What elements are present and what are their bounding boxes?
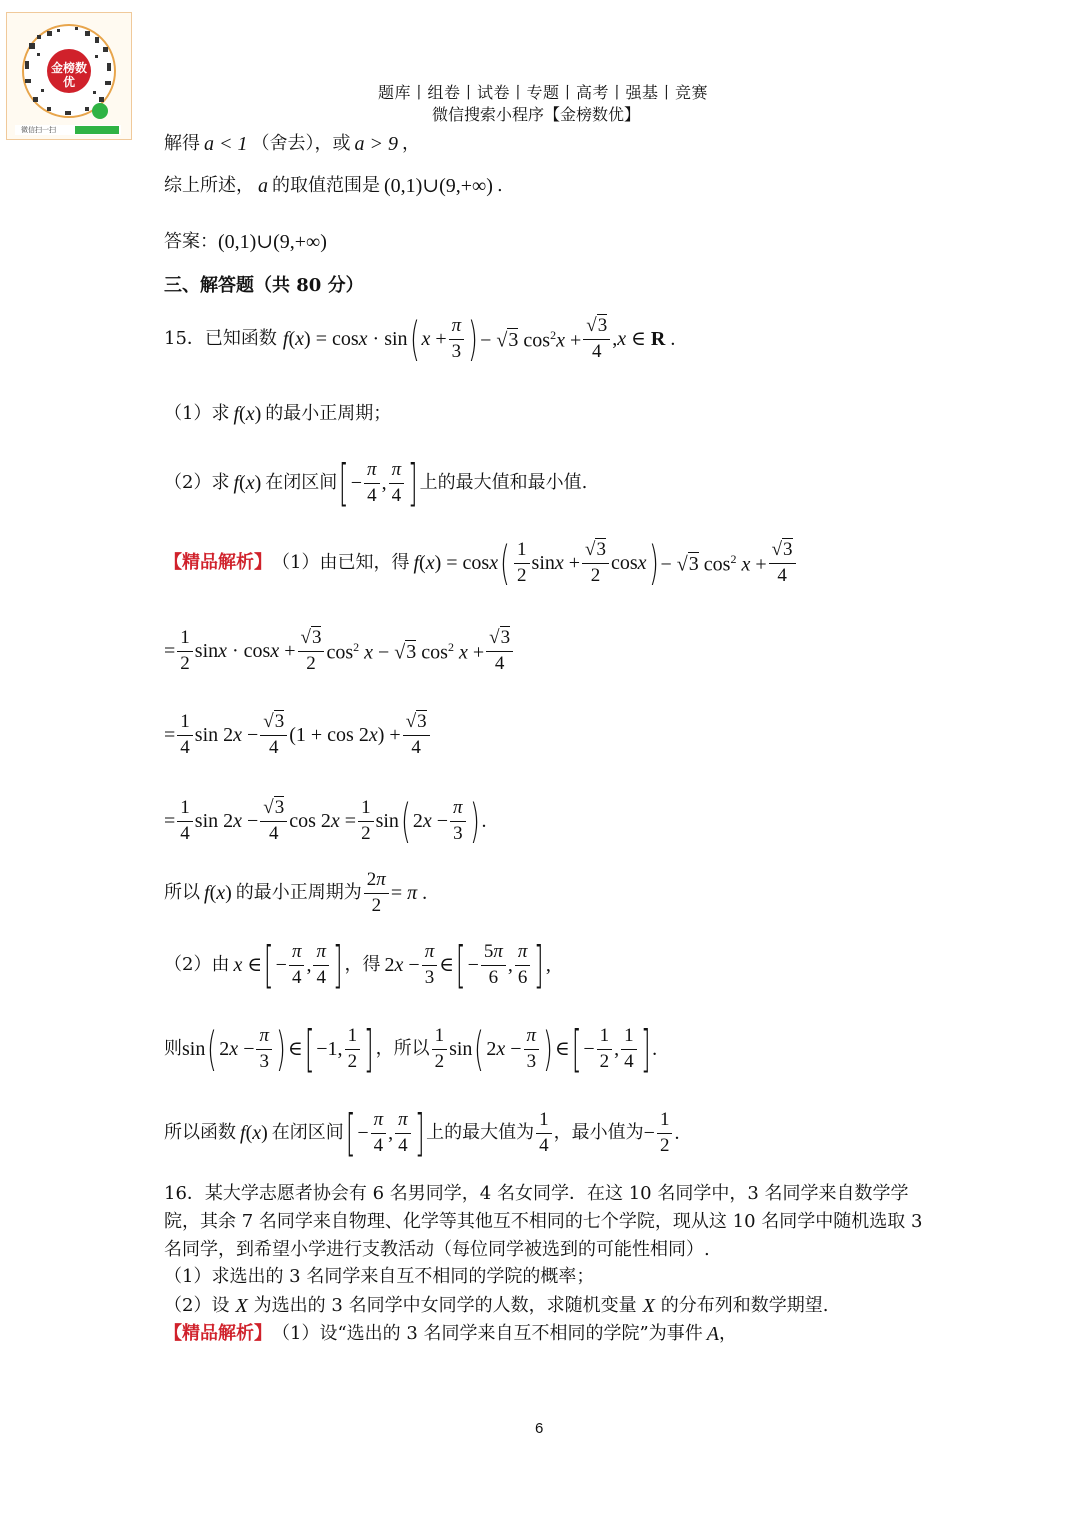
text: （2）设 <box>164 1295 230 1316</box>
text: （2）求 <box>164 472 230 493</box>
logo-center-text: 金榜数优 <box>51 61 88 89</box>
bracket: [ <box>339 454 349 512</box>
fraction: $\frac{\pi}{4}$ <box>371 1110 387 1157</box>
math: − <box>357 1122 369 1144</box>
paren: ) <box>468 312 479 367</box>
solution-conclusion <box>164 1104 680 1162</box>
text: 所以 <box>164 882 200 904</box>
fraction: $\frac{1}{2}$ <box>657 1110 673 1157</box>
math: = <box>164 810 176 833</box>
fraction: $\frac{\pi}{4}$ <box>289 942 305 989</box>
bracket: ] <box>332 936 343 994</box>
fraction: $\frac{\pi}{3}$ <box>256 1026 272 1073</box>
math: x + <box>421 328 447 351</box>
bracket: [ <box>571 1020 582 1078</box>
math: x ∈ <box>233 954 263 976</box>
text: ， <box>402 133 420 154</box>
paren: ) <box>276 1022 286 1076</box>
bracket: [ <box>345 1104 356 1162</box>
math: ,x ∈ R . <box>612 328 676 351</box>
paren: ( <box>500 536 510 591</box>
math: − <box>643 1122 655 1144</box>
text: 为选出的 3 名同学中女同学的人数，求随机变量 <box>253 1295 637 1316</box>
math: = <box>164 724 176 747</box>
q16-statement: 16．某大学志愿者协会有 6 名男同学，4 名女同学．在这 10 名同学中，3 名同学来自数学学院，其余 7 名同学来自物理、化学等其他互不相同的七个学院，现从这 10 名同学中随机选取 3 名同学，到希望小学进行支教活动（每位同学被选到的可能性相同）. <box>164 1183 923 1260</box>
paren: ) <box>648 536 659 591</box>
bracket: ] <box>640 1020 651 1078</box>
math-var: A <box>706 1323 719 1345</box>
math-var: a <box>258 175 268 197</box>
bracket: ] <box>407 454 418 512</box>
text: . <box>496 175 503 196</box>
solution-step-3 <box>164 712 432 759</box>
math: , <box>507 954 513 976</box>
math: f(x) = cosx · sin <box>282 328 408 351</box>
math: , <box>381 472 387 494</box>
fraction: $\frac{\pi}{6}$ <box>515 942 531 989</box>
solution-line-2 <box>164 176 503 196</box>
math: f(x) = cosx <box>413 552 499 575</box>
math: , <box>388 1122 394 1144</box>
math: −1, <box>316 1038 343 1060</box>
fraction: $\frac{\pi}{4}$ <box>395 1110 411 1157</box>
math: , <box>545 954 551 976</box>
bracket: [ <box>264 936 274 994</box>
math: $\cos^2 x - √3$ $\cos^2 x$ + <box>326 639 485 664</box>
math: . <box>674 1122 680 1144</box>
math: sin 2x − <box>194 810 259 833</box>
qr-logo <box>6 12 132 140</box>
jiexi-tag: 【精品解析】 <box>164 552 272 574</box>
text: ，得 <box>344 954 381 975</box>
logo-footer-text: 微信扫一扫 <box>21 126 56 134</box>
bracket: ] <box>414 1104 425 1162</box>
text: 上的最大值为 <box>426 1122 535 1143</box>
header-subtitle: 微信搜索小程序【金榜数优】 <box>432 105 641 124</box>
math: , <box>614 1038 620 1060</box>
math: f(x) <box>204 882 232 905</box>
q16-part2 <box>164 1296 829 1316</box>
paren: ( <box>207 1022 218 1076</box>
math: f(x) <box>233 403 262 425</box>
text: ，最小值为 <box>553 1122 644 1143</box>
fraction: $\frac{\pi}{3}$ <box>422 942 438 989</box>
q16-part1: （1）求选出的 3 名同学来自互不相同的学院的概率； <box>164 1266 595 1287</box>
text: （1）由已知，得 <box>272 552 410 574</box>
math: = <box>164 640 176 663</box>
text: 解得 <box>164 133 200 154</box>
fraction: $\frac{1}{2}$ <box>345 1026 361 1073</box>
answer-label: 答案： <box>164 231 218 252</box>
math-inequality: a > 9 <box>354 133 398 155</box>
fraction: $\frac{\pi}{3}$ <box>449 316 465 363</box>
math: 2x − <box>486 1038 522 1060</box>
math: − <box>350 472 363 494</box>
paren: ( <box>474 1022 485 1076</box>
math-var: X <box>235 1295 248 1317</box>
math-set: (0,1)∪(9,+∞) <box>384 175 493 197</box>
fraction: $\frac{\pi}{3}$ <box>524 1026 540 1073</box>
page-number: 6 <box>535 1420 544 1437</box>
math: − <box>275 954 287 976</box>
text: 则 <box>164 1038 182 1059</box>
text: （1）求 <box>164 403 230 424</box>
text: 所以函数 <box>164 1122 236 1143</box>
math: 2x − <box>412 810 449 833</box>
q15-label: 15．已知函数 <box>164 328 277 350</box>
math: = π . <box>390 882 428 905</box>
text: 在闭区间 <box>271 1122 344 1143</box>
fraction: $\frac{\pi}{4}$ <box>364 460 380 507</box>
math: sinx · cosx + <box>194 640 296 663</box>
solution-step-4 <box>164 794 487 849</box>
text: 的分布列和数学期望. <box>660 1295 829 1316</box>
text: （舍去），或 <box>251 133 351 154</box>
math: − √3 $\cos^2 x$ + <box>660 551 767 576</box>
math: sin <box>375 810 399 833</box>
text: 上的最大值和最小值. <box>419 472 588 493</box>
fraction: $\frac{√3}{4}$ <box>260 798 287 845</box>
text: 的最小正周期； <box>265 403 392 424</box>
fraction: $\frac{1}{2}$ <box>177 628 193 675</box>
math: − <box>467 954 479 976</box>
fraction: $\frac{1}{4}$ <box>177 712 193 759</box>
paren: ( <box>409 312 420 367</box>
fraction: $\frac{1}{4}$ <box>621 1026 637 1073</box>
math: . <box>481 810 487 833</box>
period-line <box>164 870 427 917</box>
paren: ) <box>469 794 480 849</box>
math: 2x − <box>219 1038 255 1060</box>
fraction: $\frac{1}{4}$ <box>536 1110 552 1157</box>
fraction: $\frac{√3}{4}$ <box>769 540 796 587</box>
solution-part2-line1 <box>164 936 551 994</box>
fraction: $\frac{\pi}{4}$ <box>389 460 405 507</box>
text: 综上所述， <box>164 175 254 196</box>
fraction: $\frac{√3}{2}$ <box>298 628 325 675</box>
solution-part2-line2 <box>164 1020 658 1078</box>
math: cos 2x = <box>289 810 357 833</box>
q15-part2 <box>164 454 588 512</box>
math: (1 + cos 2x) + <box>289 724 401 747</box>
math: ∈ <box>555 1038 570 1060</box>
text: （2）由 <box>164 954 230 975</box>
math: sin <box>182 1038 206 1060</box>
fraction: $\frac{1}{4}$ <box>177 798 193 845</box>
text: 的取值范围是 <box>272 175 380 196</box>
section-title: 三、解答题（共 80 分） <box>164 275 364 296</box>
fraction: $\frac{\pi}{3}$ <box>450 798 466 845</box>
fraction: $\frac{1}{2}$ <box>597 1026 613 1073</box>
fraction: $\frac{√3}{4}$ <box>403 712 430 759</box>
math: cosx <box>610 552 647 575</box>
q15-statement <box>164 312 676 367</box>
math: sin 2x − <box>194 724 259 747</box>
math: ∈ <box>439 954 455 976</box>
answer-value: (0,1)∪(9,+∞) <box>218 231 327 253</box>
fraction: $\frac{1}{2}$ <box>514 540 530 587</box>
solution-step-1 <box>164 536 798 591</box>
q16-solution-1 <box>164 1324 737 1344</box>
fraction: $\frac{2\pi}{2}$ <box>364 870 389 917</box>
bracket: ] <box>363 1020 374 1078</box>
header-nav: 题库丨组卷丨试卷丨专题丨高考丨强基丨竞赛 <box>378 83 709 102</box>
math-inequality: a < 1 <box>204 133 248 155</box>
fraction: $\frac{√3}{2}$ <box>582 540 609 587</box>
fraction: $\frac{√3}{4}$ <box>583 316 610 363</box>
fraction: $\frac{1}{2}$ <box>432 1026 448 1073</box>
paren: ) <box>543 1022 553 1076</box>
solution-line-1 <box>164 134 420 154</box>
text: ，所以 <box>375 1038 430 1059</box>
jiexi-tag: 【精品解析】 <box>164 1323 272 1344</box>
paren: ( <box>400 794 411 849</box>
math: ∈ <box>287 1038 303 1060</box>
math: , <box>306 954 312 976</box>
math: f(x) <box>240 1122 268 1144</box>
fraction: $\frac{√3}{4}$ <box>486 628 513 675</box>
fraction: $\frac{\pi}{4}$ <box>313 942 329 989</box>
math-var: X <box>642 1295 655 1317</box>
bracket: [ <box>304 1020 315 1078</box>
solution-step-2 <box>164 628 515 675</box>
bracket: [ <box>455 936 466 994</box>
math: sinx + <box>531 552 581 575</box>
text: ， <box>718 1323 737 1344</box>
answer-line <box>164 232 327 252</box>
math: − √3 $\cos^2x$ + <box>480 327 582 352</box>
fraction: $\frac{√3}{4}$ <box>260 712 287 759</box>
math: 2x − <box>384 954 420 976</box>
math: − <box>583 1038 595 1060</box>
math: . <box>652 1038 658 1060</box>
fraction: $\frac{1}{2}$ <box>358 798 374 845</box>
fraction: $\frac{5\pi}{6}$ <box>481 942 506 989</box>
math: sin <box>449 1038 473 1060</box>
bracket: ] <box>534 936 545 994</box>
math: f(x) <box>233 472 262 494</box>
text: 的最小正周期为 <box>235 882 362 904</box>
text: （1）设“选出的 3 名同学来自互不相同的学院”为事件 <box>272 1323 703 1344</box>
q15-part1 <box>164 404 391 424</box>
text: 在闭区间 <box>265 472 338 493</box>
